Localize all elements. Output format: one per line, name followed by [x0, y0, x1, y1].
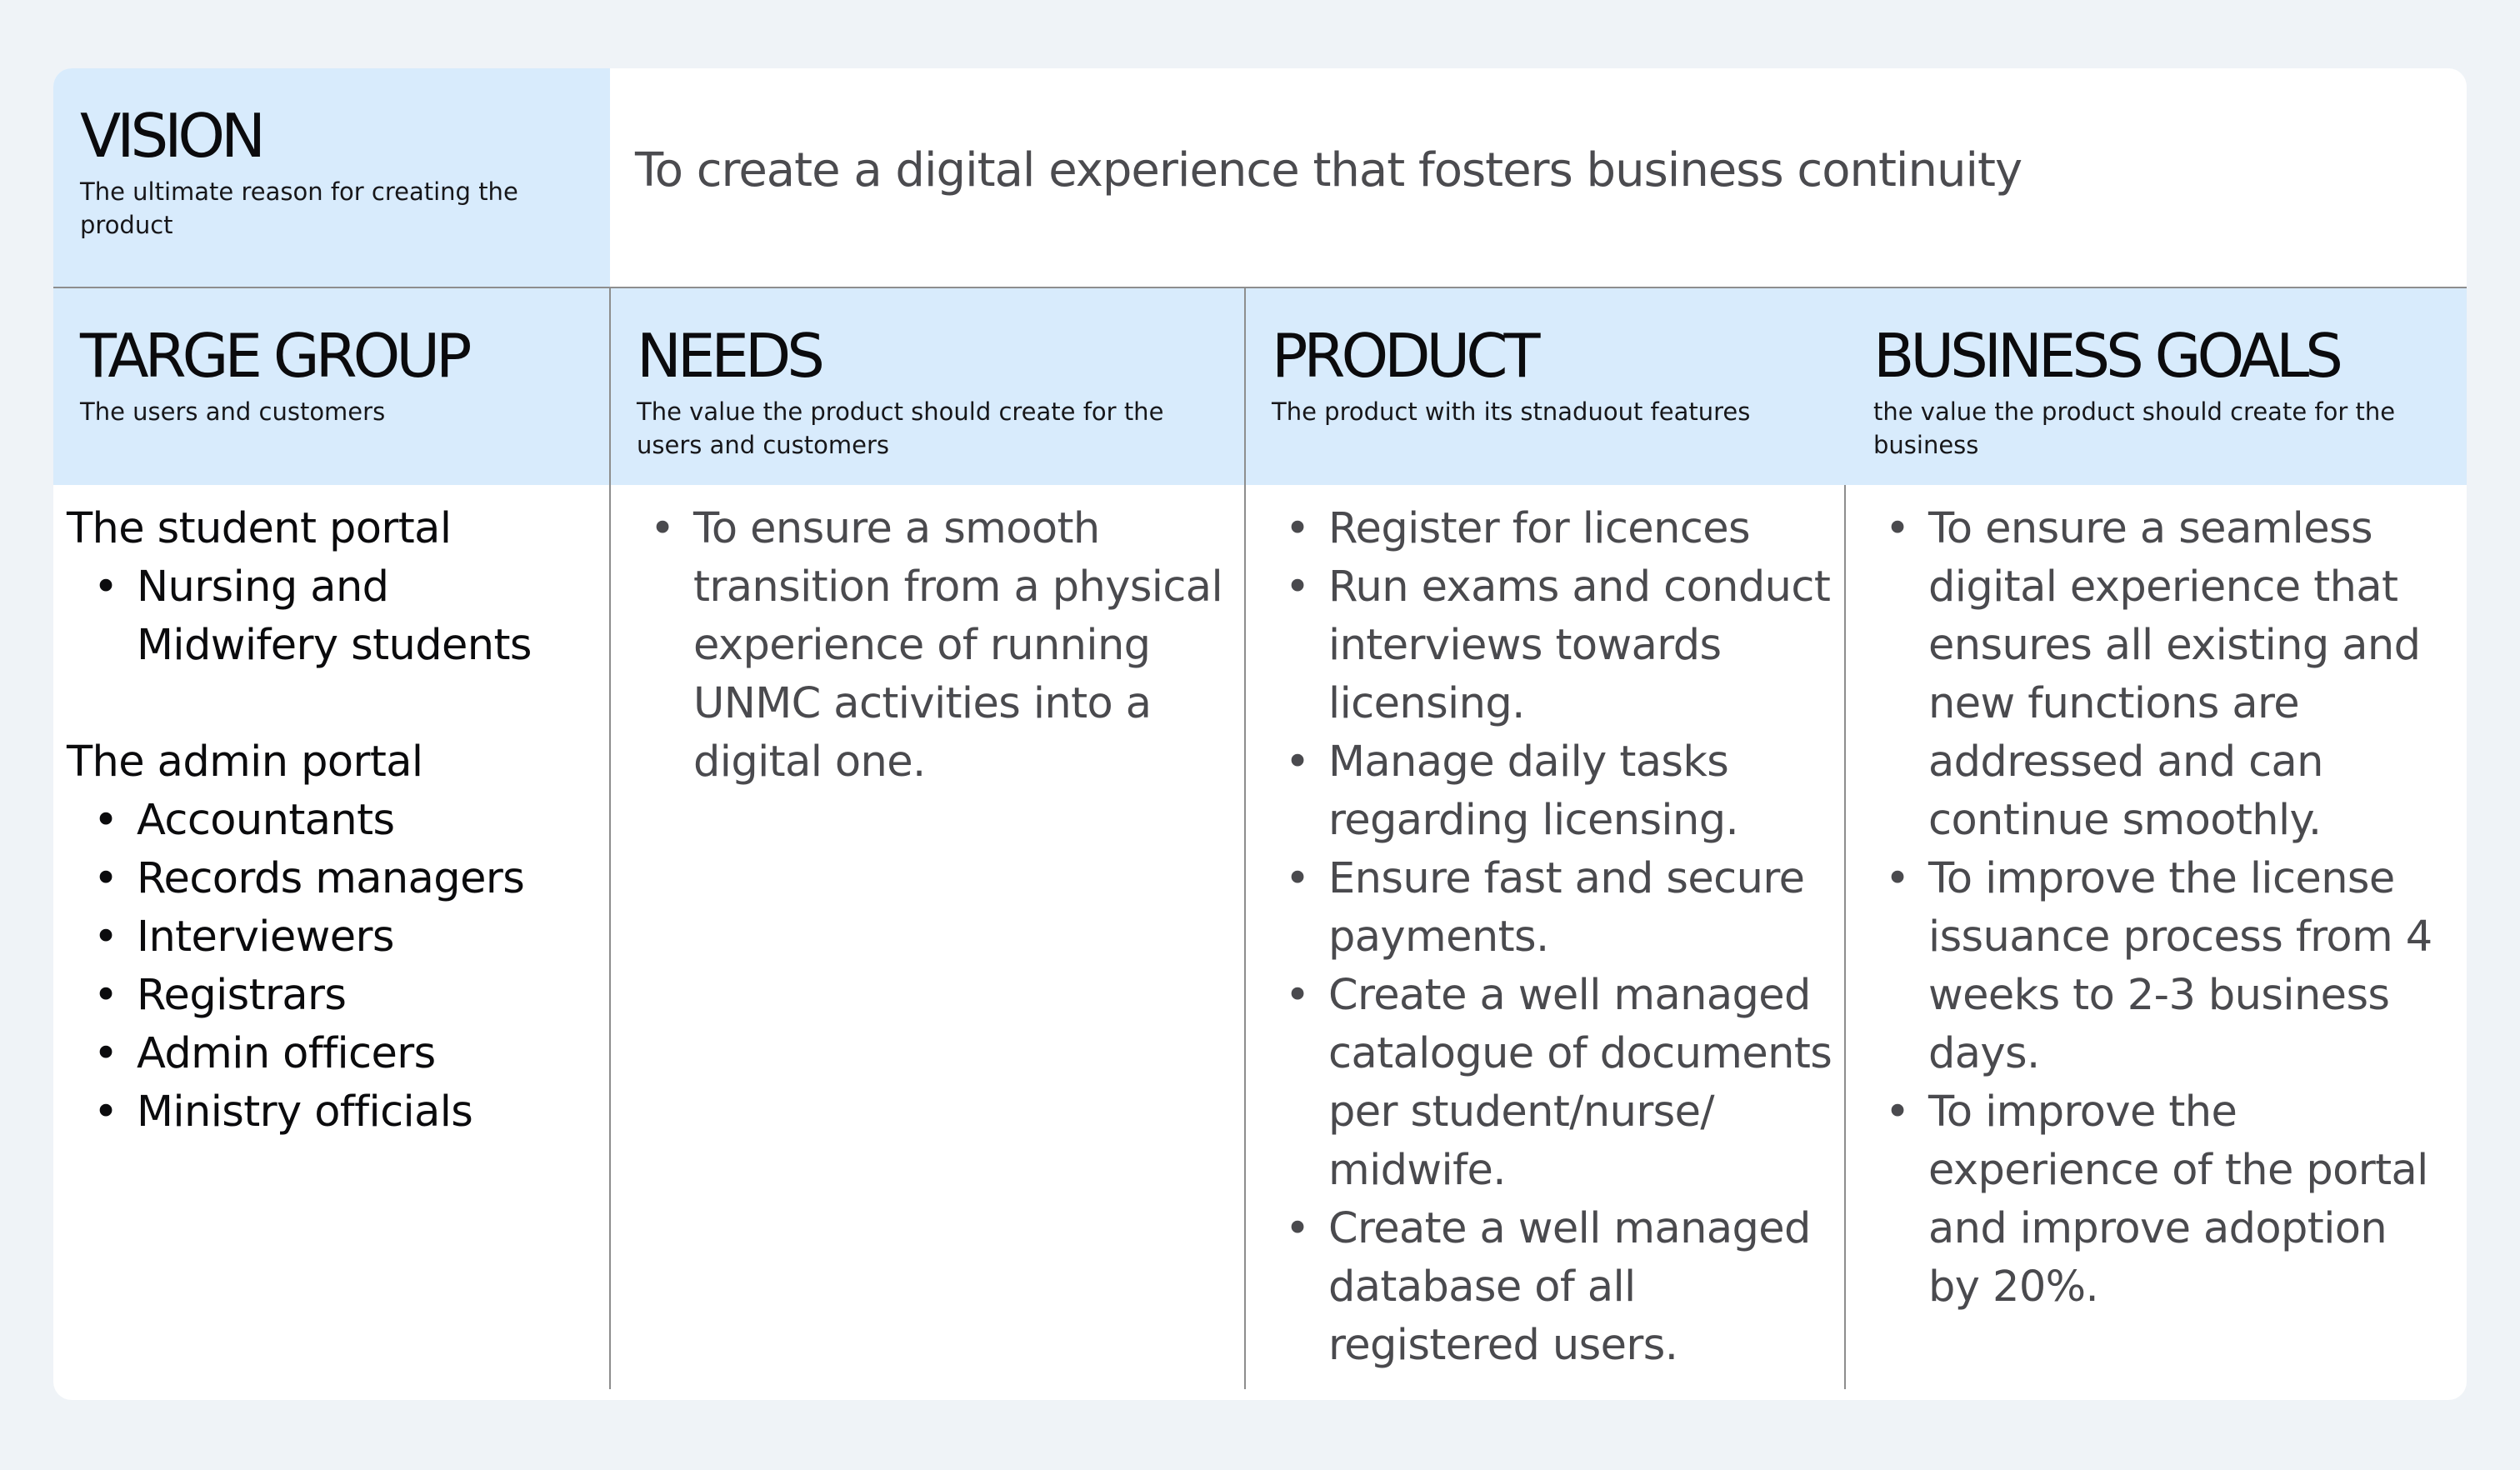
bullet-icon: •: [1885, 504, 1910, 553]
business-goals-subtitle: the value the product should create for the business: [1873, 398, 2396, 459]
row-divider: [53, 287, 2467, 288]
product-item: Run exams and conduct interviews towards licensing.: [1328, 562, 1831, 728]
list-item: [67, 908, 600, 967]
product-subtitle: The product with its stnaduout features: [1272, 398, 1751, 426]
business-goal-item: To improve the license issuance process from 4 weeks to 2-3 business days.: [1928, 854, 2432, 1078]
product-vision-board: [53, 68, 2467, 1400]
bullet-icon: •: [93, 1029, 118, 1078]
vision-subtitle: The ultimate reason for creating the product: [80, 178, 518, 239]
needs-list: [620, 500, 1237, 792]
vision-header-cell: [53, 68, 610, 288]
bullet-icon: •: [1885, 1088, 1910, 1137]
list-item: [67, 792, 600, 850]
bullet-icon: •: [1285, 854, 1310, 903]
product-item: Ensure fast and secure payments.: [1328, 854, 1805, 962]
bullet-icon: •: [1285, 504, 1310, 553]
product-item: Manage daily tasks regarding licensing.: [1328, 738, 1739, 845]
list-item: [67, 967, 600, 1025]
needs-header: [610, 288, 1245, 485]
list-item: [67, 558, 600, 675]
vision-statement-cell: [610, 68, 2467, 288]
needs-title: NEEDS: [637, 321, 821, 391]
column-divider: [1844, 485, 1846, 1389]
target-group-header: [53, 288, 610, 485]
business-goals-list: [1857, 500, 2448, 1317]
product-body: [1257, 500, 1845, 1375]
target-group-title: TARGE GROUP: [80, 321, 468, 391]
target-member: Admin officers: [137, 1029, 436, 1078]
target-group-subtitle: The users and customers: [80, 398, 386, 426]
product-item: Register for licences: [1328, 504, 1750, 553]
list-item: [1857, 850, 2448, 1083]
product-item: Create a well managed database of all registered users.: [1328, 1204, 1811, 1370]
list-item: [1857, 500, 2448, 850]
bullet-icon: •: [93, 796, 118, 845]
list-item: [1257, 967, 1845, 1200]
list-item: [1257, 500, 1845, 558]
list-item: [67, 1025, 600, 1083]
bullet-icon: •: [93, 912, 118, 962]
business-goals-title: BUSINESS GOALS: [1873, 321, 2339, 391]
target-member: Interviewers: [137, 912, 394, 962]
business-goals-body: [1857, 500, 2448, 1317]
list-item: [67, 850, 600, 908]
target-member: Nursing and Midwifery students: [137, 562, 532, 670]
vision-title: VISION: [80, 101, 262, 171]
target-member: Ministry officials: [137, 1088, 473, 1137]
needs-body: [620, 500, 1237, 792]
bullet-icon: •: [1285, 562, 1310, 612]
product-list: [1257, 500, 1845, 1375]
business-goal-item: To ensure a seamless digital experience that ensures all existing and new functions are addressed and can continue smoothly.: [1928, 504, 2421, 845]
bullet-icon: •: [1285, 971, 1310, 1020]
business-goals-header: [1845, 288, 2467, 485]
product-item: Create a well managed catalogue of documents per student/nurse/ midwife.: [1328, 971, 1832, 1195]
student-portal-list: [67, 558, 600, 675]
target-group-body: [67, 500, 600, 1142]
bullet-icon: •: [650, 504, 675, 553]
list-item: [67, 1083, 600, 1142]
bullet-icon: •: [93, 854, 118, 903]
bullet-icon: •: [1285, 738, 1310, 787]
bullet-icon: •: [1885, 854, 1910, 903]
student-portal-title: The student portal: [67, 504, 452, 553]
admin-portal-title: The admin portal: [67, 738, 423, 787]
admin-portal-list: [67, 792, 600, 1142]
needs-subtitle: The value the product should create for the users and customers: [637, 398, 1164, 459]
list-item: [1257, 733, 1845, 850]
product-title: PRODUCT: [1272, 321, 1537, 391]
column-divider: [1244, 288, 1246, 1389]
list-item: [1857, 1083, 2448, 1317]
list-item: [1257, 850, 1845, 967]
vision-statement: To create a digital experience that fosters business continuity: [635, 143, 2022, 198]
bullet-icon: •: [93, 971, 118, 1020]
product-header: [1245, 288, 1845, 485]
target-member: Records managers: [137, 854, 525, 903]
list-item: [1257, 558, 1845, 733]
bullet-icon: •: [93, 562, 118, 612]
bullet-icon: •: [93, 1088, 118, 1137]
list-item: [620, 500, 1237, 792]
target-member: Registrars: [137, 971, 347, 1020]
bullet-icon: •: [1285, 1204, 1310, 1253]
column-divider: [609, 288, 611, 1389]
business-goal-item: To improve the experience of the portal and improve adoption by 20%.: [1928, 1088, 2428, 1312]
list-item: [1257, 1200, 1845, 1375]
needs-item: To ensure a smooth transition from a physical experience of running UNMC activities into a digital one.: [693, 504, 1223, 787]
target-member: Accountants: [137, 796, 395, 845]
